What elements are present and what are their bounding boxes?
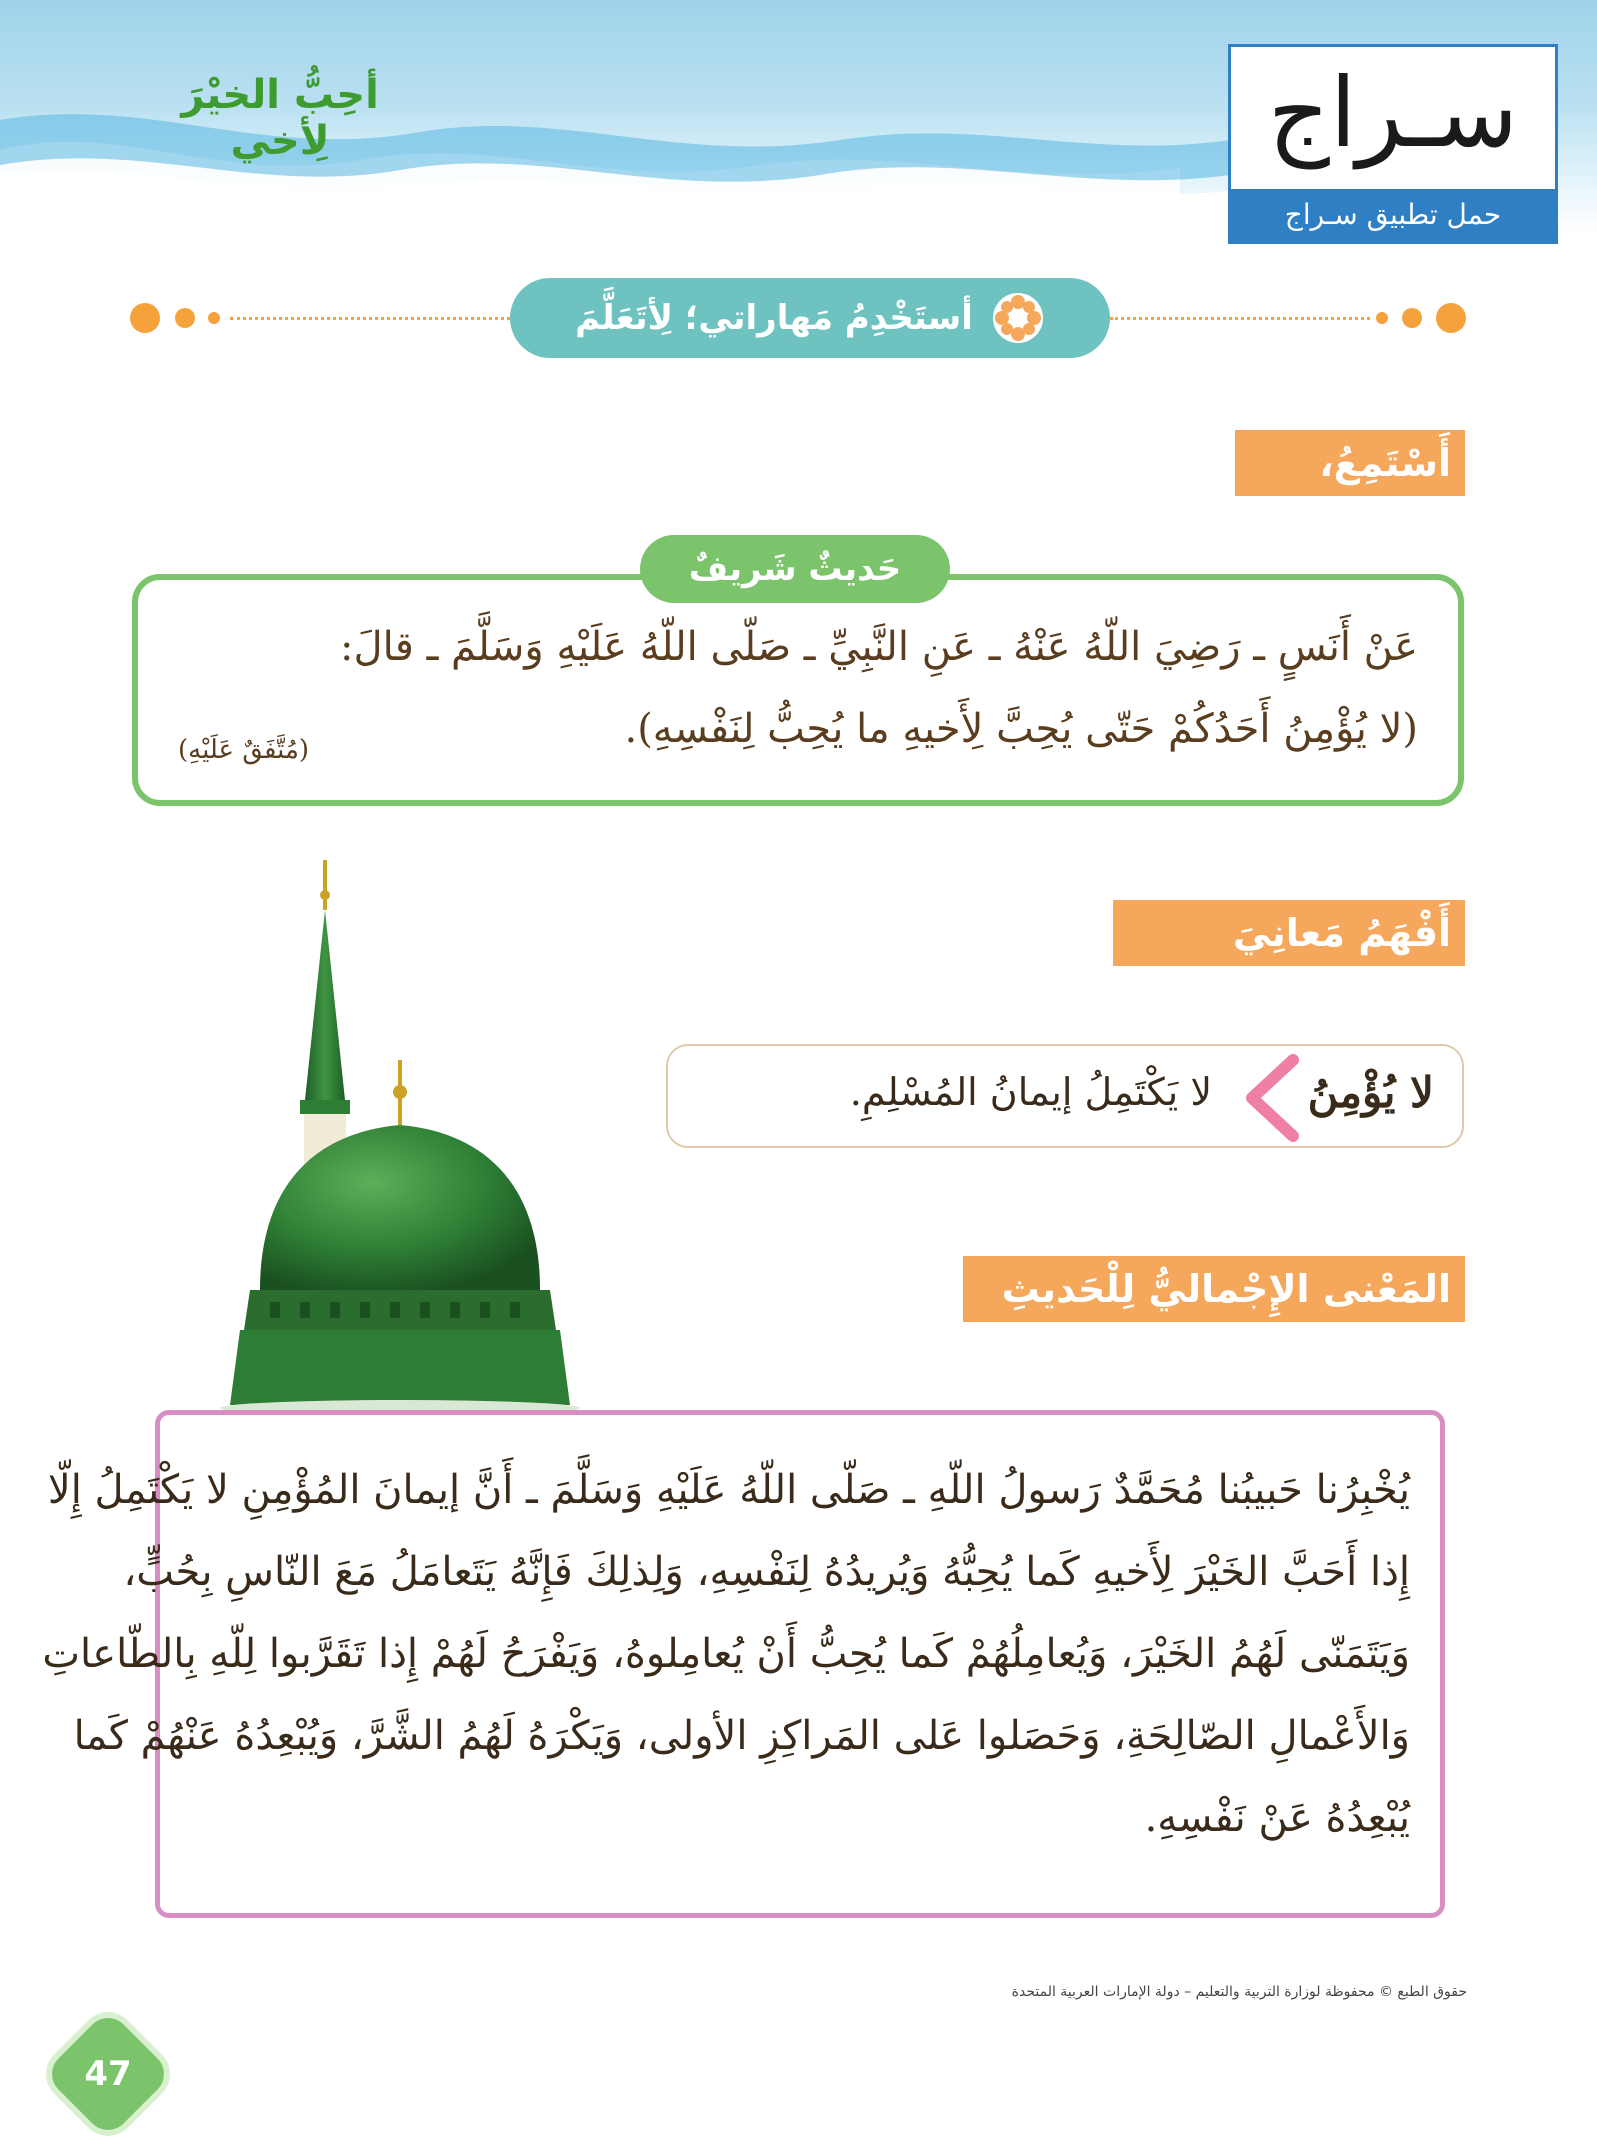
section-label-listen: أَسْتَمِعُ، وَأَحْفَظُ: [1235, 430, 1465, 496]
meaning-line: وَالأَعْمالِ الصّالِحَةِ، وَحَصَلوا عَلى المَراكِزِ الأولى، وَيَكْرَهُ لَهُمُ الشَّرَّ، وَيُبْعِدُهُ عَنْهُمْ كَما [73, 1713, 1410, 1759]
hadith-line-2: (لا يُؤْمِنُ أَحَدُكُمْ حَتّى يُحِبَّ لِأَخيهِ ما يُحِبُّ لِنَفْسِهِ). [624, 706, 1418, 752]
orange-dot [1436, 303, 1466, 333]
dotted-line [1110, 317, 1370, 320]
flower-icon [991, 291, 1045, 345]
siraj-logo[interactable] [1228, 44, 1558, 244]
section-label-vocab: أَفْهَمُ مَعانِيَ المُفْرَداتِ: [1113, 900, 1465, 966]
hadith-tab: حَديثٌ شَريفٌ [640, 535, 950, 603]
logo-tagline: حمل تطبيق سـراج [1231, 189, 1555, 241]
orange-dot [1402, 308, 1422, 328]
orange-dot [1376, 312, 1388, 324]
meaning-line: يُخْبِرُنا حَبيبُنا مُحَمَّدٌ رَسولُ اللّهِ ـ صَلّى اللّهُ عَلَيْهِ وَسَلَّمَ ـ أَنَّ إيمانَ المُؤْمِنِ لا يَكْتَمِلُ إِلّا [47, 1467, 1410, 1513]
copyright-notice: حقوق الطبع © محفوظة لوزارة التربية والتعليم – دولة الإمارات العربية المتحدة [1011, 1984, 1467, 2000]
logo-word: سـراج [1267, 57, 1519, 169]
vocab-meaning: لا يَكْتَمِلُ إيمانُ المُسْلِمِ. [849, 1070, 1212, 1114]
section-label-overall-meaning: المَعْنى الإِجْماليُّ لِلْحَديثِ الشَّريفِ: [963, 1256, 1465, 1322]
chapter-title: أحِبُّ الخيْرَ لِأخي [181, 72, 379, 164]
hadith-source: (مُتَّفَقٌ عَلَيْهِ) [178, 735, 310, 765]
orange-dot [130, 303, 160, 333]
hadith-line-1: عَنْ أَنَسٍ ـ رَضِيَ اللّهُ عَنْهُ ـ عَنِ النَّبِيِّ ـ صَلّى اللّهُ عَلَيْهِ وَسَلَّمَ ـ قالَ: [340, 624, 1418, 670]
orange-dot [208, 312, 220, 324]
skills-banner-label: أستَخْدِمُ مَهاراتي؛ لِأتَعَلَّمَ [575, 298, 973, 338]
overall-meaning-text [42, 1449, 1410, 1859]
skills-banner-row [120, 278, 1480, 358]
green-dome-illustration [200, 860, 640, 1420]
orange-dot [175, 308, 195, 328]
hadith-box [132, 574, 1464, 806]
vocab-term: لا يُؤْمِنُ [1307, 1068, 1434, 1117]
page-number: 47 [84, 2054, 132, 2094]
dotted-line [230, 317, 510, 320]
skills-banner [510, 278, 1110, 358]
meaning-line: إِذا أَحَبَّ الخَيْرَ لِأَخيهِ كَما يُحِبُّهُ وَيُريدُهُ لِنَفْسِهِ، وَلِذلِكَ فَإِنَّهُ يَتَعامَلُ مَعَ النّاسِ بِحُبٍّ، [123, 1549, 1410, 1595]
meaning-line: وَيَتَمَنّى لَهُمُ الخَيْرَ، وَيُعامِلُهُمْ كَما يُحِبُّ أَنْ يُعامِلوهُ، وَيَفْرَحُ لَهُمْ إِذا تَقَرَّبوا لِلّهِ بِالطّاعاتِ [42, 1631, 1410, 1677]
vocab-card [666, 1044, 1464, 1148]
meaning-line: يُبْعِدُهُ عَنْ نَفْسِهِ. [1144, 1795, 1410, 1841]
chevron-left-icon [1238, 1054, 1308, 1142]
overall-meaning-box [42, 1410, 1445, 1918]
